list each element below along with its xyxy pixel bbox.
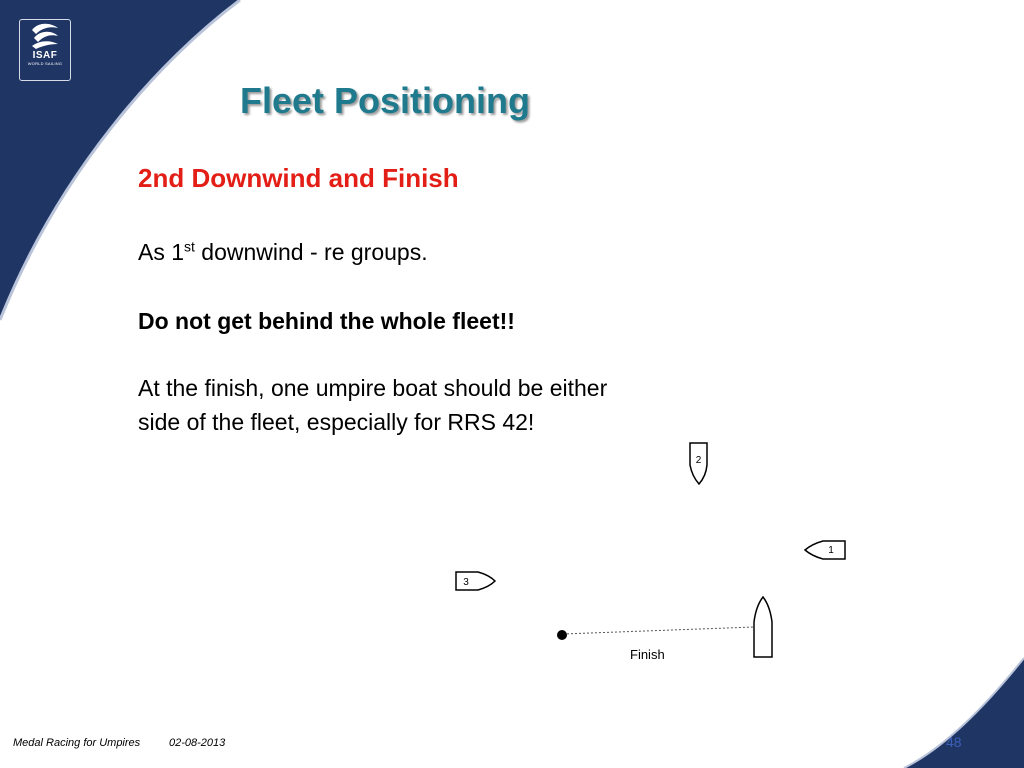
boat-2-label: 2 — [695, 455, 702, 466]
footer-date: 02-08-2013 — [169, 737, 226, 749]
regroup-prefix: As 1 — [138, 239, 185, 265]
umpire-boat-2 — [690, 443, 707, 484]
body-line-warning: Do not get behind the whole fleet!! — [138, 308, 515, 334]
body-line-finish-instructions: At the finish, one umpire boat should be either side of the fleet, especially for RRS 42! — [138, 375, 608, 435]
logo-name: ISAF — [32, 50, 58, 61]
slide-title: Fleet Positioning — [240, 80, 531, 121]
boat-3-label: 3 — [463, 577, 469, 588]
footer-course: Medal Racing for Umpires — [13, 737, 141, 749]
finish-label: Finish — [630, 647, 665, 662]
regroup-superscript: st — [184, 238, 195, 255]
finish-mark — [557, 630, 567, 640]
page-number: 48 — [946, 734, 962, 750]
slide-subtitle: 2nd Downwind and Finish — [138, 163, 459, 193]
umpire-boat-1 — [805, 541, 845, 559]
logo-subtitle: WORLD SAILING — [27, 61, 63, 66]
regroup-suffix: downwind - re groups. — [194, 239, 428, 265]
finish-line — [563, 627, 754, 634]
boat-1-label: 1 — [828, 545, 834, 556]
umpire-boat-3 — [456, 572, 495, 590]
committee-boat — [754, 597, 772, 657]
